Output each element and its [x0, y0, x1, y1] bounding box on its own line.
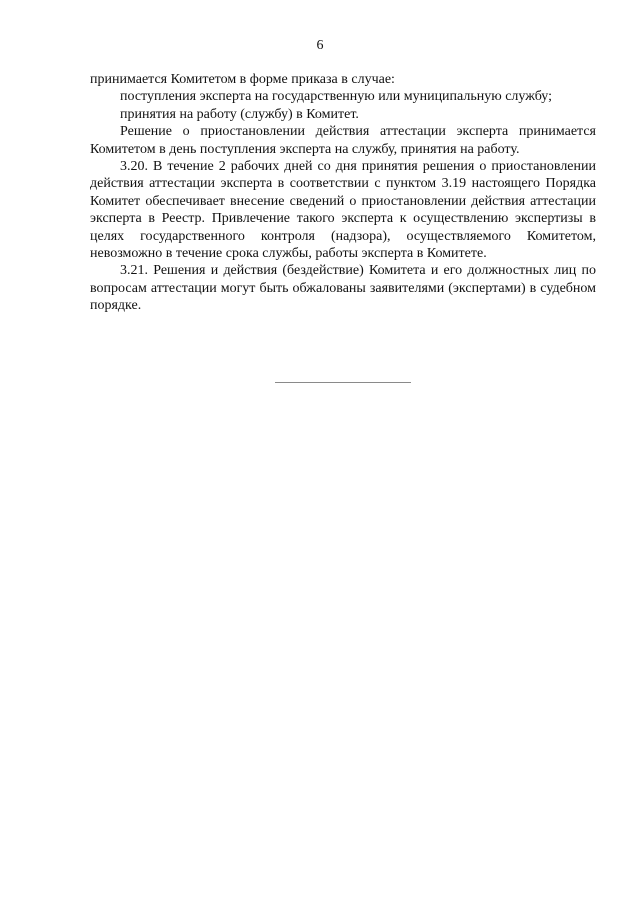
document-body [90, 71, 596, 315]
paragraph-suspension-decision: Решение о приостановлении действия аттестации эксперта принимается Комитетом в день поступления эксперта на службу, принятия на работу. [90, 124, 596, 157]
paragraph-case-employment: принятия на работу (службу) в Комитет. [120, 106, 359, 122]
paragraph-continuation: принимается Комитетом в форме приказа в случае: [90, 72, 395, 87]
page-number: 6 [316, 38, 324, 53]
end-divider-line [275, 382, 411, 383]
paragraph-case-civil-service: поступления эксперта на государственную или муниципальную службу; [120, 89, 553, 105]
paragraph-clause-3-21: 3.21. Решения и действия (бездействие) Комитета и его должностных лиц по вопросам аттестации могут быть обжалованы заявителями (экспертами) в судебном порядке. [90, 263, 596, 314]
paragraph-clause-3-20: 3.20. В течение 2 рабочих дней со дня принятия решения о приостановлении действия аттестации эксперта в соответствии с пунктом 3.19 настоящего Порядка Комитет обеспечивает внесение сведений о приостановлении действия аттестации эксперта в Реестр. Привлечение такого эксперта к осуществлению экспертизы в целях государственного контроля (надзора), осуществляемого Комитетом, невозможно в течение срока службы, работы эксперта в Комитете. [90, 159, 596, 262]
